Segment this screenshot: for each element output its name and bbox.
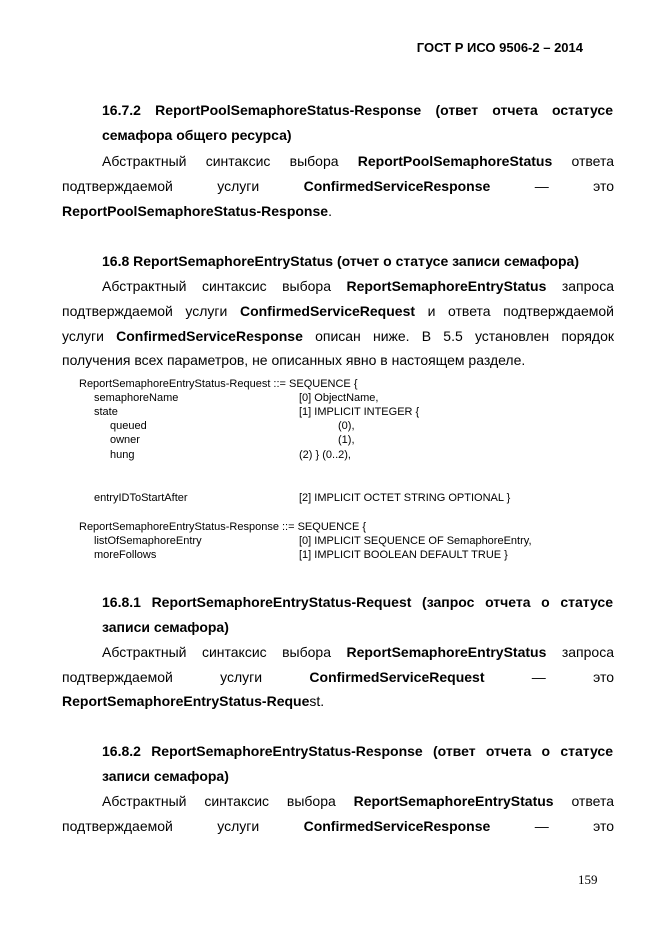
term: ReportSemaphoreEntryStatus: [346, 644, 547, 660]
paragraph-line: [62, 818, 614, 834]
code-field: moreFollows: [94, 549, 157, 561]
term: ConfirmedServiceRequest: [239, 303, 416, 319]
term: ReportSemaphoreEntryStatus: [346, 278, 547, 294]
paragraph-line: [62, 203, 614, 219]
code-field: hung: [110, 449, 135, 461]
section-heading-16-7-2-cont: семафора общего ресурса): [102, 127, 292, 143]
text: .: [328, 203, 332, 219]
text: Абстрактный синтаксис выбора: [102, 793, 354, 809]
code-field: semaphoreName: [94, 392, 179, 404]
code-field: entryIDToStartAfter: [94, 492, 188, 504]
document-header: ГОСТ Р ИСО 9506-2 – 2014: [416, 40, 583, 55]
code-field: owner: [110, 434, 140, 446]
section-heading-16-8: 16.8 ReportSemaphoreEntryStatus (отчет о статусе записи семафора): [102, 253, 579, 269]
text: st.: [309, 693, 325, 709]
paragraph-line: [62, 178, 614, 194]
text: описан ниже. В 5.5 установлен порядок: [302, 328, 615, 344]
text: подтверждаемой услуги: [62, 669, 310, 685]
text: запроса: [546, 278, 614, 294]
text: подтверждаемой услуги: [62, 303, 240, 319]
paragraph-line: [62, 303, 614, 319]
paragraph-line: [62, 693, 614, 709]
paragraph-line: [102, 153, 614, 169]
term: ReportPoolSemaphoreStatus: [357, 153, 553, 169]
term: ReportSemaphoreEntryStatus-Reque: [62, 693, 310, 709]
code-type: (2) } (0..2),: [299, 449, 351, 461]
text: ответа: [552, 153, 614, 169]
paragraph-line: получения всех параметров, не описанных явно в настоящем разделе.: [62, 352, 526, 368]
section-heading-16-7-2: 16.7.2 ReportPoolSemaphoreStatus-Response (ответ отчета остатусе: [102, 102, 613, 118]
term: ConfirmedServiceResponse: [303, 178, 491, 194]
section-heading-16-8-2-cont: записи семафора): [102, 768, 229, 784]
text: — это: [490, 818, 614, 834]
section-heading-16-8-1-cont: записи семафора): [102, 619, 229, 635]
code-field: listOfSemaphoreEntry: [94, 535, 202, 547]
paragraph-line: [102, 278, 614, 294]
code-field: queued: [110, 420, 147, 432]
code-line: ReportSemaphoreEntryStatus-Request ::= SEQUENCE {: [79, 378, 358, 390]
text: Абстрактный синтаксис выбора: [102, 153, 358, 169]
code-type: [1] IMPLICIT INTEGER {: [299, 406, 420, 418]
code-type: [0] IMPLICIT SEQUENCE OF SemaphoreEntry,: [299, 535, 532, 547]
text: ответа: [553, 793, 614, 809]
text: подтверждаемой услуги: [62, 818, 304, 834]
code-type: [1] IMPLICIT BOOLEAN DEFAULT TRUE }: [299, 549, 508, 561]
code-type: [2] IMPLICIT OCTET STRING OPTIONAL }: [299, 492, 511, 504]
term: ConfirmedServiceResponse: [116, 328, 303, 344]
text: — это: [490, 178, 614, 194]
code-type: (0),: [338, 420, 355, 432]
text: — это: [484, 669, 614, 685]
code-type: (1),: [338, 434, 355, 446]
text: подтверждаемой услуги: [62, 178, 304, 194]
paragraph-line: [102, 644, 614, 660]
paragraph-line: [62, 669, 614, 685]
code-type: [0] ObjectName,: [299, 392, 379, 404]
page-number: 159: [578, 872, 598, 887]
section-heading-16-8-2: 16.8.2 ReportSemaphoreEntryStatus-Response (ответ отчета о статусе: [102, 743, 613, 759]
term: ConfirmedServiceResponse: [303, 818, 491, 834]
term: ConfirmedServiceRequest: [309, 669, 485, 685]
text: и ответа подтверждаемой: [415, 303, 614, 319]
code-field: state: [94, 406, 118, 418]
text: услуги: [62, 328, 117, 344]
term: ReportSemaphoreEntryStatus: [353, 793, 554, 809]
text: запроса: [546, 644, 614, 660]
code-line: ReportSemaphoreEntryStatus-Response ::= SEQUENCE {: [79, 521, 367, 533]
term: ReportPoolSemaphoreStatus-Response: [62, 203, 329, 219]
text: Абстрактный синтаксис выбора: [102, 644, 347, 660]
text: Абстрактный синтаксис выбора: [102, 278, 347, 294]
paragraph-line: [102, 793, 614, 809]
section-heading-16-8-1: 16.8.1 ReportSemaphoreEntryStatus-Request (запрос отчета о статусе: [102, 594, 613, 610]
paragraph-line: [62, 328, 614, 344]
